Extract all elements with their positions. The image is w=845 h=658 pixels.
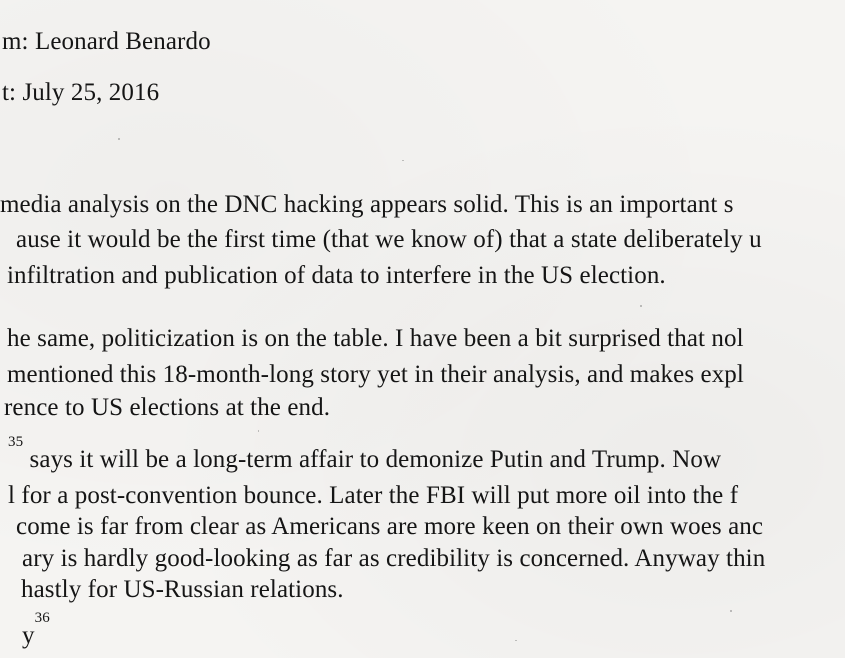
footnote-ref-35: 35 (8, 434, 24, 450)
from-line: m: Leonard Benardo (2, 28, 211, 55)
scan-speck (515, 640, 517, 641)
closing-text: y (22, 622, 35, 649)
paragraph-line: ause it would be the first time (that we know of) that a state deliberately u (16, 226, 762, 253)
paragraph-line: infiltration and publication of data to interfere in the US election. (7, 262, 666, 289)
scan-speck (118, 138, 120, 140)
paragraph-line: rence to US elections at the end. (4, 394, 331, 421)
paragraph-line (8, 434, 722, 474)
paragraph-line: come is far from clear as Americans are more keen on their own woes anc (16, 513, 764, 540)
scan-speck (730, 610, 732, 612)
paragraph-line: media analysis on the DNC hacking appears solid. This is an important s (0, 191, 734, 218)
closing-line (22, 610, 50, 650)
sent-line: t: July 25, 2016 (2, 79, 160, 106)
paragraph-line: l for a post-convention bounce. Later the FBI will put more oil into the f (8, 482, 739, 509)
paragraph-line: he same, politicization is on the table. I have been a bit surprised that nol (7, 325, 744, 352)
paragraph-line-text: says it will be a long-term affair to demonize Putin and Trump. Now (23, 446, 722, 473)
scan-speck (640, 305, 642, 307)
paragraph-line: mentioned this 18-month-long story yet in their analysis, and makes expl (7, 361, 744, 388)
footnote-ref-36: 36 (34, 610, 50, 626)
paragraph-line: hastly for US-Russian relations. (21, 576, 344, 603)
scan-speck (258, 430, 259, 432)
paragraph-line: ary is hardly good-looking as far as credibility is concerned. Anyway thin (22, 545, 766, 572)
scan-speck (402, 160, 404, 161)
